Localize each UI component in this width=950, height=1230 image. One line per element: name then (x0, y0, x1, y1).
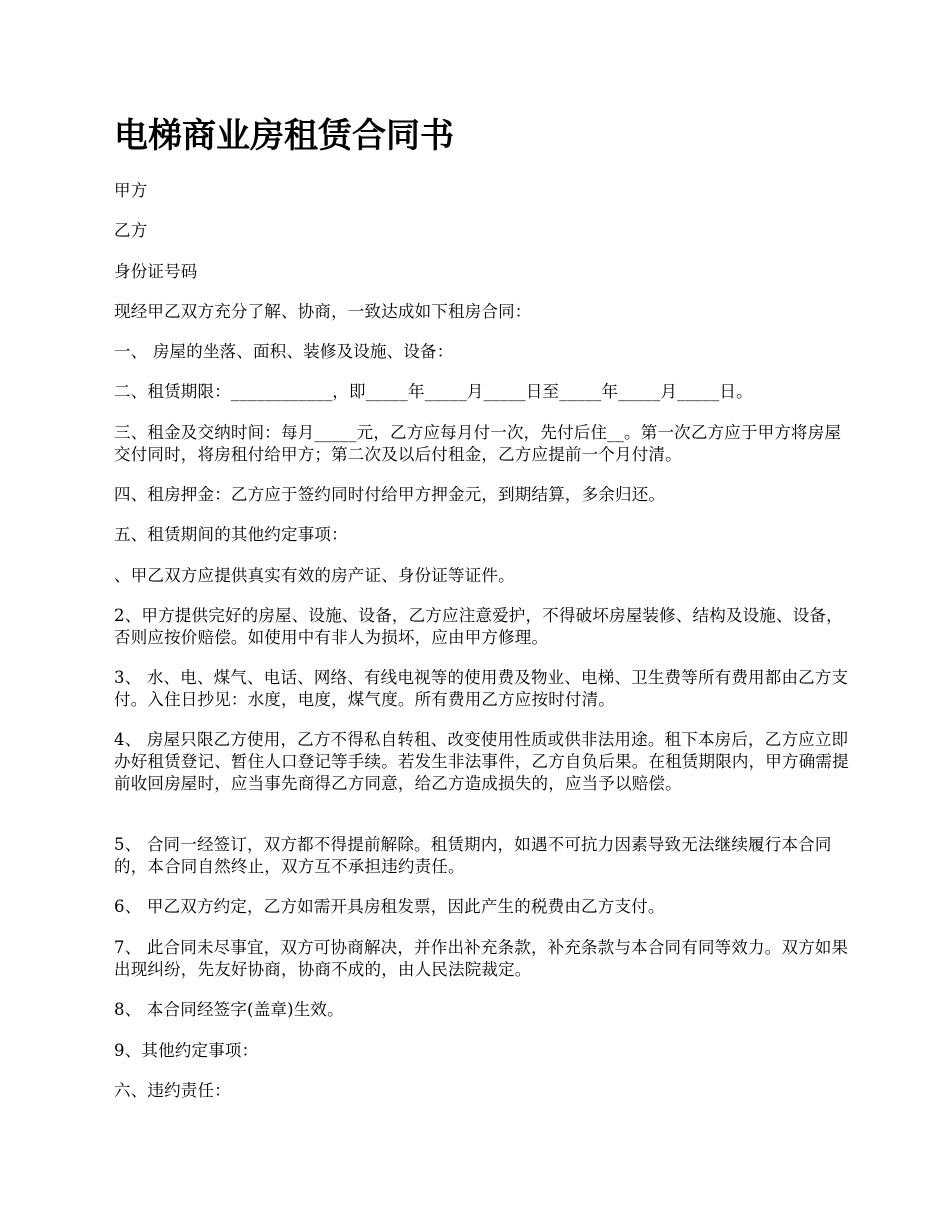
clause-4-deposit: 四、租房押金：乙方应于签约同时付给甲方押金元，到期结算，多余归还。 (114, 485, 666, 504)
clause-3-rent: 三、租金及交纳时间：每月_____元，乙方应每月付一次，先付后住__。第一次乙方应于甲方将房屋交付同时，将房租付给甲方；第二次及以后付租金，乙方应提前一个月付清。 (114, 423, 842, 464)
document-title: 电梯商业房租赁合同书 (114, 116, 454, 156)
term-3-utilities: 3、 水、电、煤气、电话、网络、有线电视等的使用费及物业、电梯、卫生费等所有费用都由乙方支付。入住日抄见：水度，电度，煤气度。所有费用乙方应按时付清。 (114, 668, 849, 709)
term-9-other: 9、其他约定事项： (114, 1041, 259, 1060)
party-a-label: 甲方 (114, 181, 148, 200)
term-2-facilities: 2、甲方提供完好的房屋、设施、设备，乙方应注意爱护，不得破坏房屋装修、结构及设施、设备，否则应按价赔偿。如使用中有非人为损坏，应由甲方修理。 (114, 606, 843, 647)
party-b-label: 乙方 (114, 221, 148, 240)
clause-5-other-terms: 五、租赁期间的其他约定事项： (114, 525, 348, 544)
term-1-documents: 、甲乙双方应提供真实有效的房产证、身份证等证件。 (114, 566, 515, 585)
clause-2-lease-term: 二、租赁期限：____________，即_____年_____月_____日至_____年_____月_____日。 (114, 382, 753, 401)
intro-paragraph: 现经甲乙双方充分了解、协商，一致达成如下租房合同： (114, 302, 532, 321)
clause-6-liability: 六、违约责任： (114, 1081, 231, 1100)
term-7-disputes: 7、 此合同未尽事宜，双方可协商解决，并作出补充条款，补充条款与本合同有同等效力。双方如果出现纠纷，先友好协商，协商不成的，由人民法院裁定。 (114, 938, 849, 979)
term-5-termination: 5、 合同一经签订，双方都不得提前解除。租赁期内，如遇不可抗力因素导致无法继续履行本合同的，本合同自然终止，双方互不承担违约责任。 (114, 835, 832, 876)
id-number-label: 身份证号码 (114, 262, 198, 281)
clause-1: 一、 房屋的坐落、面积、装修及设施、设备： (114, 342, 454, 361)
term-8-effective: 8、 本合同经签字(盖章)生效。 (114, 1000, 344, 1019)
term-6-invoice: 6、 甲乙双方约定，乙方如需开具房租发票，因此产生的税费由乙方支付。 (114, 897, 665, 916)
term-4-usage: 4、 房屋只限乙方使用，乙方不得私自转租、改变使用性质或供非法用途。租下本房后，乙方应立即办好租赁登记、暂住人口登记等手续。若发生非法事件，乙方自负后果。在租赁期限内，甲方确需提前收回房屋时，应当事先商得乙方同意，给乙方造成损失的，应当予以赔偿。 (114, 730, 849, 793)
